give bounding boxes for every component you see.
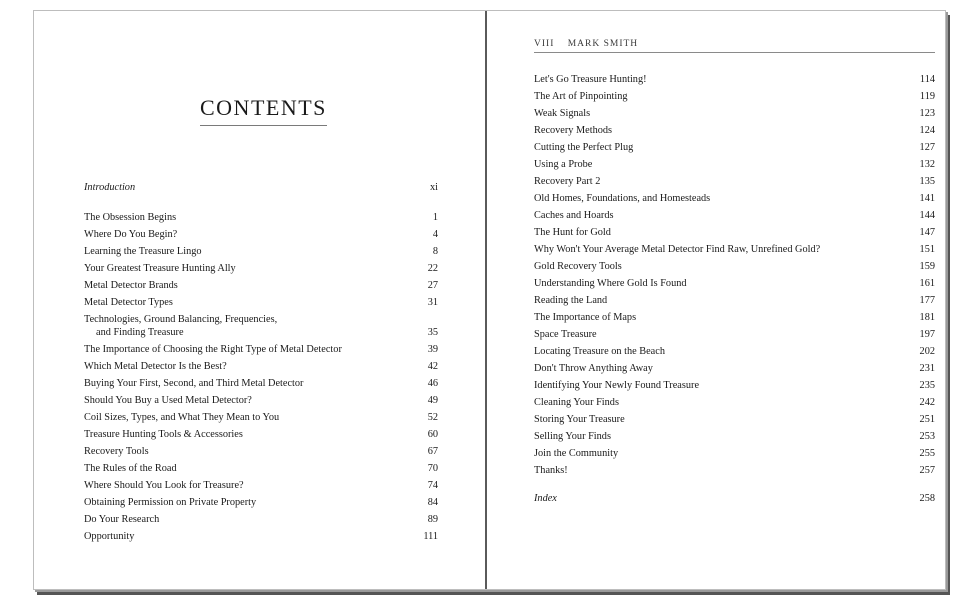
left-page	[34, 11, 485, 589]
toc-entry-title: Using a Probe	[534, 159, 593, 170]
toc-entry-page: 127	[919, 142, 935, 153]
toc-entry	[534, 443, 935, 460]
toc-entry-page: 1	[432, 212, 438, 223]
toc-entry	[84, 441, 438, 458]
toc-entry-title: Don't Throw Anything Away	[534, 363, 653, 374]
contents-heading: CONTENTS	[200, 95, 327, 126]
toc-entry-title: Index	[534, 493, 557, 504]
toc-entry-page: 52	[427, 412, 438, 423]
toc-entry-page: 161	[919, 278, 935, 289]
toc-list-right	[534, 69, 935, 477]
toc-entry-page: 181	[919, 312, 935, 323]
right-page	[487, 11, 945, 589]
toc-entry	[534, 358, 935, 375]
toc-entry	[534, 137, 935, 154]
toc-entry-page: 257	[919, 465, 935, 476]
toc-entry	[534, 460, 935, 477]
toc-entry	[84, 424, 438, 441]
toc-entry	[84, 224, 438, 241]
toc-entry-page: 141	[919, 193, 935, 204]
toc-entry-title: Weak Signals	[534, 108, 591, 119]
toc-entry-title: Coil Sizes, Types, and What They Mean to You	[84, 412, 280, 423]
toc-entry-title: Why Won't Your Average Metal Detector Find Raw, Unrefined Gold?	[534, 244, 821, 255]
toc-entry-title: Space Treasure	[534, 329, 597, 340]
toc-entry-page: 8	[432, 246, 438, 257]
toc-entry-page: 84	[427, 497, 438, 508]
toc-entry-page: 255	[919, 448, 935, 459]
toc-entry	[534, 290, 935, 307]
running-head	[534, 39, 935, 53]
toc-entry-page: 197	[919, 329, 935, 340]
toc-entry-title: The Obsession Begins	[84, 212, 177, 223]
toc-entry-title: Should You Buy a Used Metal Detector?	[84, 395, 252, 406]
toc-entry-page: 124	[919, 125, 935, 136]
toc-entry	[534, 426, 935, 443]
toc-entry-page: 202	[919, 346, 935, 357]
toc-entry-title: Your Greatest Treasure Hunting Ally	[84, 263, 236, 274]
toc-entry	[84, 475, 438, 492]
toc-entry-page: 42	[427, 361, 438, 372]
toc-entry-page: 60	[427, 429, 438, 440]
toc-entry	[84, 258, 438, 275]
toc-entry-title: Buying Your First, Second, and Third Metal Detector	[84, 378, 304, 389]
toc-entry-index	[534, 493, 935, 504]
toc-entry-title: Selling Your Finds	[534, 431, 611, 442]
toc-entry-title: Locating Treasure on the Beach	[534, 346, 665, 357]
toc-entry-title: Cleaning Your Finds	[534, 397, 619, 408]
toc-entry-page: 27	[427, 280, 438, 291]
author-name: MARK SMITH	[567, 39, 639, 49]
toc-entry-page: 119	[919, 91, 935, 102]
toc-entry	[534, 154, 935, 171]
toc-entry	[534, 273, 935, 290]
toc-entry-title: Cutting the Perfect Plug	[534, 142, 634, 153]
toc-entry-page: 31	[427, 297, 438, 308]
toc-entry-title: The Hunt for Gold	[534, 227, 611, 238]
toc-entry	[534, 307, 935, 324]
toc-entry-page: 253	[919, 431, 935, 442]
toc-entry-page: 159	[919, 261, 935, 272]
toc-entry-title: Recovery Part 2	[534, 176, 601, 187]
toc-entry	[534, 188, 935, 205]
toc-entry	[534, 324, 935, 341]
toc-entry-title: Treasure Hunting Tools & Accessories	[84, 429, 243, 440]
toc-entry-title: Recovery Methods	[534, 125, 613, 136]
toc-entry-title: Caches and Hoards	[534, 210, 614, 221]
toc-entry	[534, 375, 935, 392]
toc-entry-page: 132	[919, 159, 935, 170]
toc-entry-title-continued: and Finding Treasure	[96, 327, 184, 338]
book-spread	[33, 10, 946, 590]
toc-entry	[84, 509, 438, 526]
toc-entry	[534, 409, 935, 426]
toc-entry	[84, 526, 438, 543]
toc-entry	[84, 309, 438, 339]
toc-entry-page: 49	[427, 395, 438, 406]
toc-entry-page: 39	[427, 344, 438, 355]
toc-entry-page: 147	[919, 227, 935, 238]
toc-entry-title: Old Homes, Foundations, and Homesteads	[534, 193, 711, 204]
toc-entry-page: 135	[919, 176, 935, 187]
toc-entry-title: Introduction	[84, 182, 136, 193]
toc-entry	[84, 492, 438, 509]
toc-entry	[84, 275, 438, 292]
toc-entry-title: The Importance of Choosing the Right Type of Metal Detector	[84, 344, 342, 355]
toc-entry	[84, 339, 438, 356]
toc-entry	[534, 205, 935, 222]
toc-entry-title: Let's Go Treasure Hunting!	[534, 74, 647, 85]
toc-entry-page: 89	[427, 514, 438, 525]
toc-entry-title: Do Your Research	[84, 514, 160, 525]
toc-entry	[84, 241, 438, 258]
toc-entry-title: Which Metal Detector Is the Best?	[84, 361, 227, 372]
toc-entry-title: Thanks!	[534, 465, 568, 476]
toc-entry-title: The Rules of the Road	[84, 463, 177, 474]
toc-entry-page: 114	[919, 74, 935, 85]
toc-entry-page: 258	[919, 493, 935, 504]
toc-entry-title: Join the Community	[534, 448, 619, 459]
toc-entry-introduction	[84, 182, 438, 193]
toc-entry-page: 123	[919, 108, 935, 119]
toc-entry-page: 242	[919, 397, 935, 408]
toc-entry-page: 35	[427, 327, 438, 338]
toc-entry	[534, 103, 935, 120]
toc-entry-title: Obtaining Permission on Private Property	[84, 497, 257, 508]
toc-entry-page: 177	[919, 295, 935, 306]
toc-entry	[534, 120, 935, 137]
toc-entry	[84, 207, 438, 224]
toc-entry	[534, 222, 935, 239]
toc-entry-title: Where Do You Begin?	[84, 229, 178, 240]
toc-entry	[534, 171, 935, 188]
toc-entry	[534, 256, 935, 273]
toc-entry-page: 231	[919, 363, 935, 374]
toc-entry	[534, 86, 935, 103]
toc-entry-title: Recovery Tools	[84, 446, 149, 457]
toc-entry	[534, 69, 935, 86]
toc-entry-title: Metal Detector Brands	[84, 280, 178, 291]
page-folio: VIII	[534, 39, 555, 49]
toc-entry	[534, 341, 935, 358]
toc-entry-page: 144	[919, 210, 935, 221]
toc-entry-title: The Importance of Maps	[534, 312, 637, 323]
toc-entry	[84, 390, 438, 407]
toc-entry-title: Where Should You Look for Treasure?	[84, 480, 244, 491]
toc-entry-title: Gold Recovery Tools	[534, 261, 622, 272]
toc-entry-page: 235	[919, 380, 935, 391]
toc-entry-page: 67	[427, 446, 438, 457]
toc-entry-page: 251	[919, 414, 935, 425]
toc-entry	[534, 392, 935, 409]
toc-entry-title: Opportunity	[84, 531, 135, 542]
toc-entry-page: 46	[427, 378, 438, 389]
toc-entry	[84, 407, 438, 424]
toc-entry-page: xi	[429, 182, 438, 193]
toc-list-left	[84, 207, 438, 543]
toc-entry-title: Technologies, Ground Balancing, Frequencies,	[84, 314, 278, 325]
toc-entry	[84, 458, 438, 475]
toc-entry	[84, 292, 438, 309]
toc-entry-title: Identifying Your Newly Found Treasure	[534, 380, 700, 391]
toc-entry-title: The Art of Pinpointing	[534, 91, 628, 102]
toc-entry	[84, 373, 438, 390]
toc-entry-title: Understanding Where Gold Is Found	[534, 278, 687, 289]
toc-entry-title-wrapper	[84, 313, 428, 339]
toc-entry-page: 74	[427, 480, 438, 491]
toc-entry	[534, 239, 935, 256]
toc-entry-title: Metal Detector Types	[84, 297, 173, 308]
toc-entry-page: 70	[427, 463, 438, 474]
toc-entry-page: 22	[427, 263, 438, 274]
toc-entry-page: 4	[432, 229, 438, 240]
toc-entry-title: Reading the Land	[534, 295, 608, 306]
toc-entry-page: 151	[919, 244, 935, 255]
toc-entry-page: 111	[423, 531, 438, 542]
toc-entry	[84, 356, 438, 373]
toc-entry-title: Storing Your Treasure	[534, 414, 625, 425]
toc-entry-title: Learning the Treasure Lingo	[84, 246, 202, 257]
